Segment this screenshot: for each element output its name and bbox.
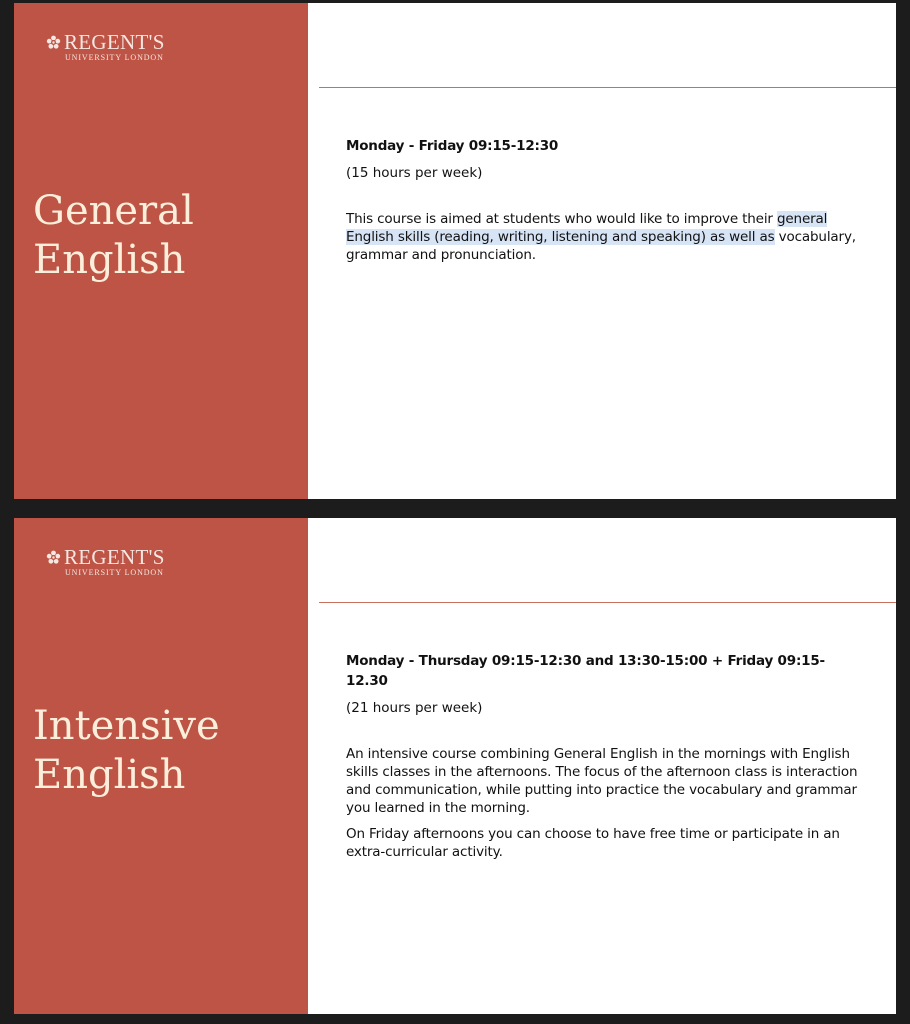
slide-intensive-english[interactable]	[14, 518, 896, 1014]
slide-content[interactable]	[346, 136, 866, 264]
logo-name: REGENT'S	[64, 545, 165, 569]
slide-general-english[interactable]	[14, 3, 896, 499]
title-panel	[14, 518, 308, 1014]
university-logo	[46, 31, 165, 63]
university-logo	[46, 546, 165, 578]
title-panel	[14, 3, 308, 499]
schedule-text: Monday - Friday 09:15-12:30	[346, 138, 559, 154]
title-line: English	[33, 752, 186, 798]
schedule-text: Monday - Thursday 09:15-12:30 and 13:30-15:00 + Friday 09:15-12.30	[346, 653, 825, 689]
divider-line	[319, 87, 896, 88]
hours-text: (15 hours per week)	[346, 165, 483, 181]
slide-content[interactable]	[346, 651, 866, 861]
divider-line	[319, 602, 896, 603]
title-line: Intensive	[33, 703, 220, 749]
description-part: This course is aimed at students who would like to improve their	[346, 211, 777, 227]
description-part: vocabulary, grammar and pronunciation.	[346, 229, 856, 263]
slide-title	[33, 187, 194, 285]
slide-title	[33, 702, 220, 800]
title-line: English	[33, 237, 186, 283]
text-selection-highlight[interactable]: general English skills (reading, writing, listening and speaking) as well as	[346, 211, 828, 245]
logo-name: REGENT'S	[64, 30, 165, 54]
title-line: General	[33, 188, 194, 234]
logo-subtitle: UNIVERSITY LONDON	[65, 53, 164, 62]
logo-subtitle: UNIVERSITY LONDON	[65, 568, 164, 577]
rose-icon	[46, 550, 61, 565]
description-text-2[interactable]: On Friday afternoons you can choose to have free time or participate in an extra-curricular activity.	[346, 826, 840, 860]
hours-text: (21 hours per week)	[346, 700, 483, 716]
description-text[interactable]: An intensive course combining General English in the mornings with English skills classes in the afternoons. The focus of the afternoon class is interaction and communication, while putting into practice the vocabulary and grammar you learned in the morning.	[346, 746, 858, 816]
description-text[interactable]	[346, 210, 866, 264]
rose-icon	[46, 35, 61, 50]
